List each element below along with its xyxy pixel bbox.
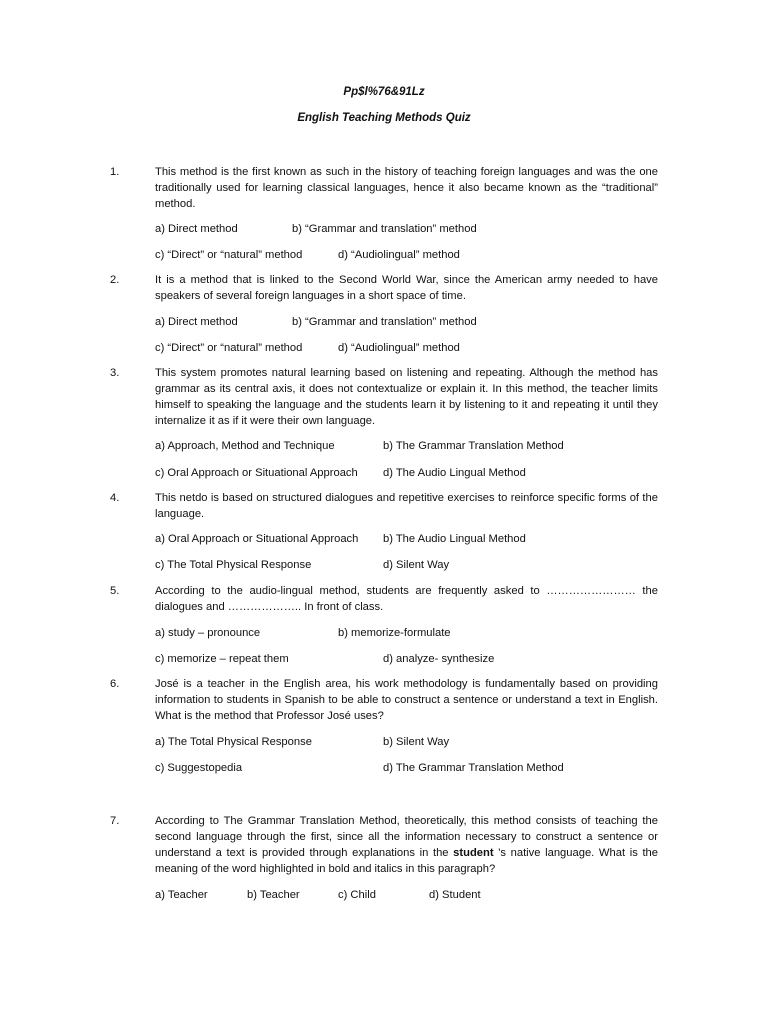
option-a[interactable]: a) The Total Physical Response — [155, 736, 312, 748]
option-b[interactable]: b) The Grammar Translation Method — [383, 440, 564, 452]
question-text-part: According to The Grammar Translation Method, theoretically, this method consists of teaching the second language through the first, since all the information necessary to construct a sentence or understand a text is provided through explanations in the — [155, 815, 658, 859]
option-a[interactable]: a) Approach, Method and Technique — [155, 440, 335, 452]
question-text: José is a teacher in the English area, his work methodology is fundamentally based on providing information to students in Spanish to be able to construct a sentence or understand a text in English. What is the method that Professor José uses? — [155, 678, 658, 722]
option-a[interactable]: a) Direct method — [155, 223, 238, 235]
question-number: 3. — [110, 367, 120, 379]
option-c[interactable]: c) Child — [338, 889, 376, 901]
question-text: According to the audio-lingual method, students are frequently asked to …………………… the dialogues and ……………….. In front of class. — [155, 585, 658, 613]
document-code: Pp$l%76&91Lz — [343, 86, 425, 98]
highlighted-word: student — [453, 847, 494, 859]
option-b[interactable]: b) Teacher — [247, 889, 300, 901]
question-text: It is a method that is linked to the Second World War, since the American army needed to have speakers of several foreign languages in a short space of time. — [155, 274, 658, 302]
option-d[interactable]: d) The Audio Lingual Method — [383, 467, 526, 479]
option-c[interactable]: c) Oral Approach or Situational Approach — [155, 467, 358, 479]
option-a[interactable]: a) study – pronounce — [155, 627, 261, 639]
option-c[interactable]: c) memorize – repeat them — [155, 653, 289, 665]
option-a[interactable]: a) Teacher — [155, 889, 208, 901]
question-number: 7. — [110, 815, 120, 827]
option-b[interactable]: b) memorize-formulate — [338, 627, 451, 639]
option-c[interactable]: c) The Total Physical Response — [155, 559, 312, 571]
option-c[interactable]: c) “Direct” or “natural” method — [155, 342, 303, 354]
question-number: 4. — [110, 492, 120, 504]
question-number: 1. — [110, 166, 120, 178]
option-d[interactable]: d) Silent Way — [383, 559, 450, 571]
option-b[interactable]: b) Silent Way — [383, 736, 450, 748]
document-title: English Teaching Methods Quiz — [297, 112, 471, 124]
option-d[interactable]: d) The Grammar Translation Method — [383, 762, 564, 774]
question-number: 6. — [110, 678, 120, 690]
question-number: 2. — [110, 274, 120, 286]
option-d[interactable]: d) “Audiolingual” method — [338, 249, 460, 261]
question-text: This netdo is based on structured dialogues and repetitive exercises to reinforce specific forms of the language. — [155, 492, 658, 520]
question-number: 5. — [110, 585, 120, 597]
option-d[interactable]: d) “Audiolingual” method — [338, 342, 460, 354]
question-text: This system promotes natural learning based on listening and repeating. Although the method has grammar as its central axis, it does not contextualize or explain it. In this method, the teacher limits himself to speaking the language and the students learn it by listening to it and repeating it until they internalize it as if it were their own language. — [155, 367, 658, 427]
option-a[interactable]: a) Direct method — [155, 316, 238, 328]
option-d[interactable]: d) analyze- synthesize — [383, 653, 495, 665]
option-c[interactable]: c) Suggestopedia — [155, 762, 243, 774]
option-a[interactable]: a) Oral Approach or Situational Approach — [155, 533, 359, 545]
option-b[interactable]: b) “Grammar and translation” method — [292, 316, 477, 328]
option-b[interactable]: b) “Grammar and translation” method — [292, 223, 477, 235]
option-c[interactable]: c) “Direct” or “natural” method — [155, 249, 303, 261]
question-text — [155, 813, 658, 877]
option-d[interactable]: d) Student — [429, 889, 481, 901]
option-b[interactable]: b) The Audio Lingual Method — [383, 533, 526, 545]
question-text: This method is the first known as such in the history of teaching foreign languages and was the one traditionally used for learning classical languages, hence it also became known as the “traditional” method. — [155, 166, 658, 210]
question-text-part: 's native language. What is the meaning of the word highlighted in bold and italics in this paragraph? — [155, 847, 658, 875]
